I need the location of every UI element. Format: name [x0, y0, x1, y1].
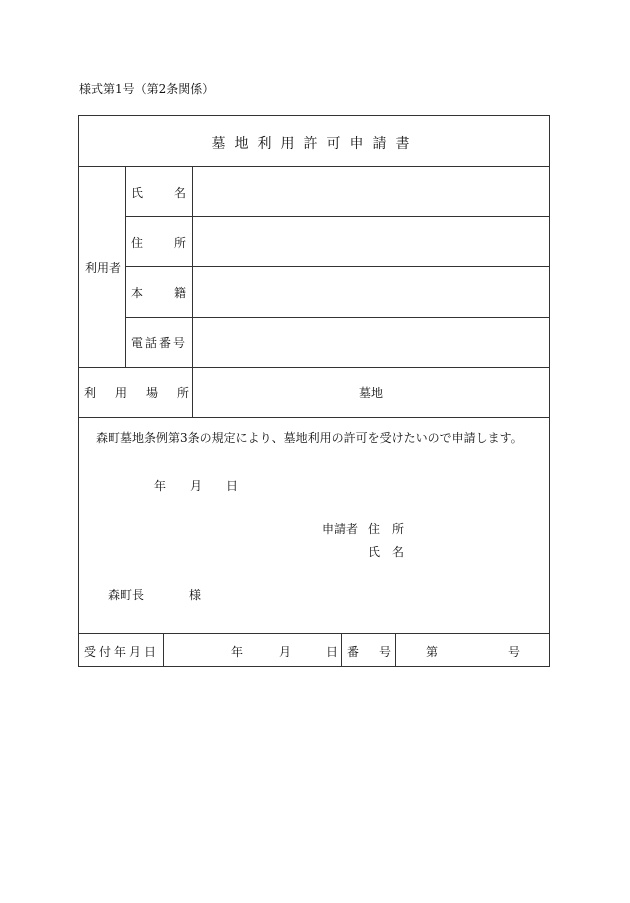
address-label: 住 所	[131, 236, 186, 250]
application-statement: 森町墓地条例第3条の規定により、墓地利用の許可を受けたいので申請します。	[96, 431, 523, 445]
name-label: 氏 名	[131, 186, 186, 200]
rule-field-label-right	[192, 166, 193, 417]
phone-field[interactable]	[198, 334, 543, 352]
applicant-label: 申請者	[322, 522, 359, 536]
applicant-name-label-b: 名	[392, 545, 405, 559]
addressee-honorific: 様	[189, 588, 202, 602]
number-prefix: 第	[426, 645, 439, 659]
rule-footer-1	[163, 633, 164, 667]
name-field[interactable]	[198, 184, 543, 202]
rule-footer-top	[78, 633, 550, 634]
domicile-label: 本 籍	[131, 286, 186, 300]
applicant-address-label-b: 所	[392, 522, 405, 536]
rule-footer-2	[341, 633, 342, 667]
location-value: 墓地	[359, 386, 384, 400]
number-suffix: 号	[508, 645, 521, 659]
rule-user-label-right	[125, 166, 126, 367]
date-day: 日	[226, 479, 239, 493]
received-month: 月	[279, 645, 292, 659]
received-date-label: 受付年月日	[84, 645, 160, 659]
rule-location-bottom	[78, 417, 550, 418]
address-field[interactable]	[198, 234, 543, 252]
domicile-field[interactable]	[198, 284, 543, 302]
rule-user-section-bottom	[78, 367, 550, 368]
addressee-name: 森町長	[108, 588, 145, 602]
rule-title-bottom	[78, 166, 550, 167]
applicant-name-label-a: 氏	[368, 545, 381, 559]
date-month: 月	[190, 479, 203, 493]
applicant-address-label-a: 住	[368, 522, 381, 536]
rule-domicile-bottom	[125, 317, 550, 318]
phone-label: 電話番号	[131, 336, 188, 350]
date-year: 年	[154, 479, 167, 493]
location-label: 利用場所	[84, 386, 209, 400]
received-day: 日	[326, 645, 339, 659]
rule-name-bottom	[125, 216, 550, 217]
form-title: 墓地利用許可申請書	[211, 136, 419, 152]
user-section-label: 利用者	[85, 261, 122, 275]
rule-address-bottom	[125, 266, 550, 267]
received-year: 年	[231, 645, 244, 659]
number-label: 番号	[347, 645, 412, 659]
form-number: 様式第1号（第2条関係）	[79, 82, 215, 96]
